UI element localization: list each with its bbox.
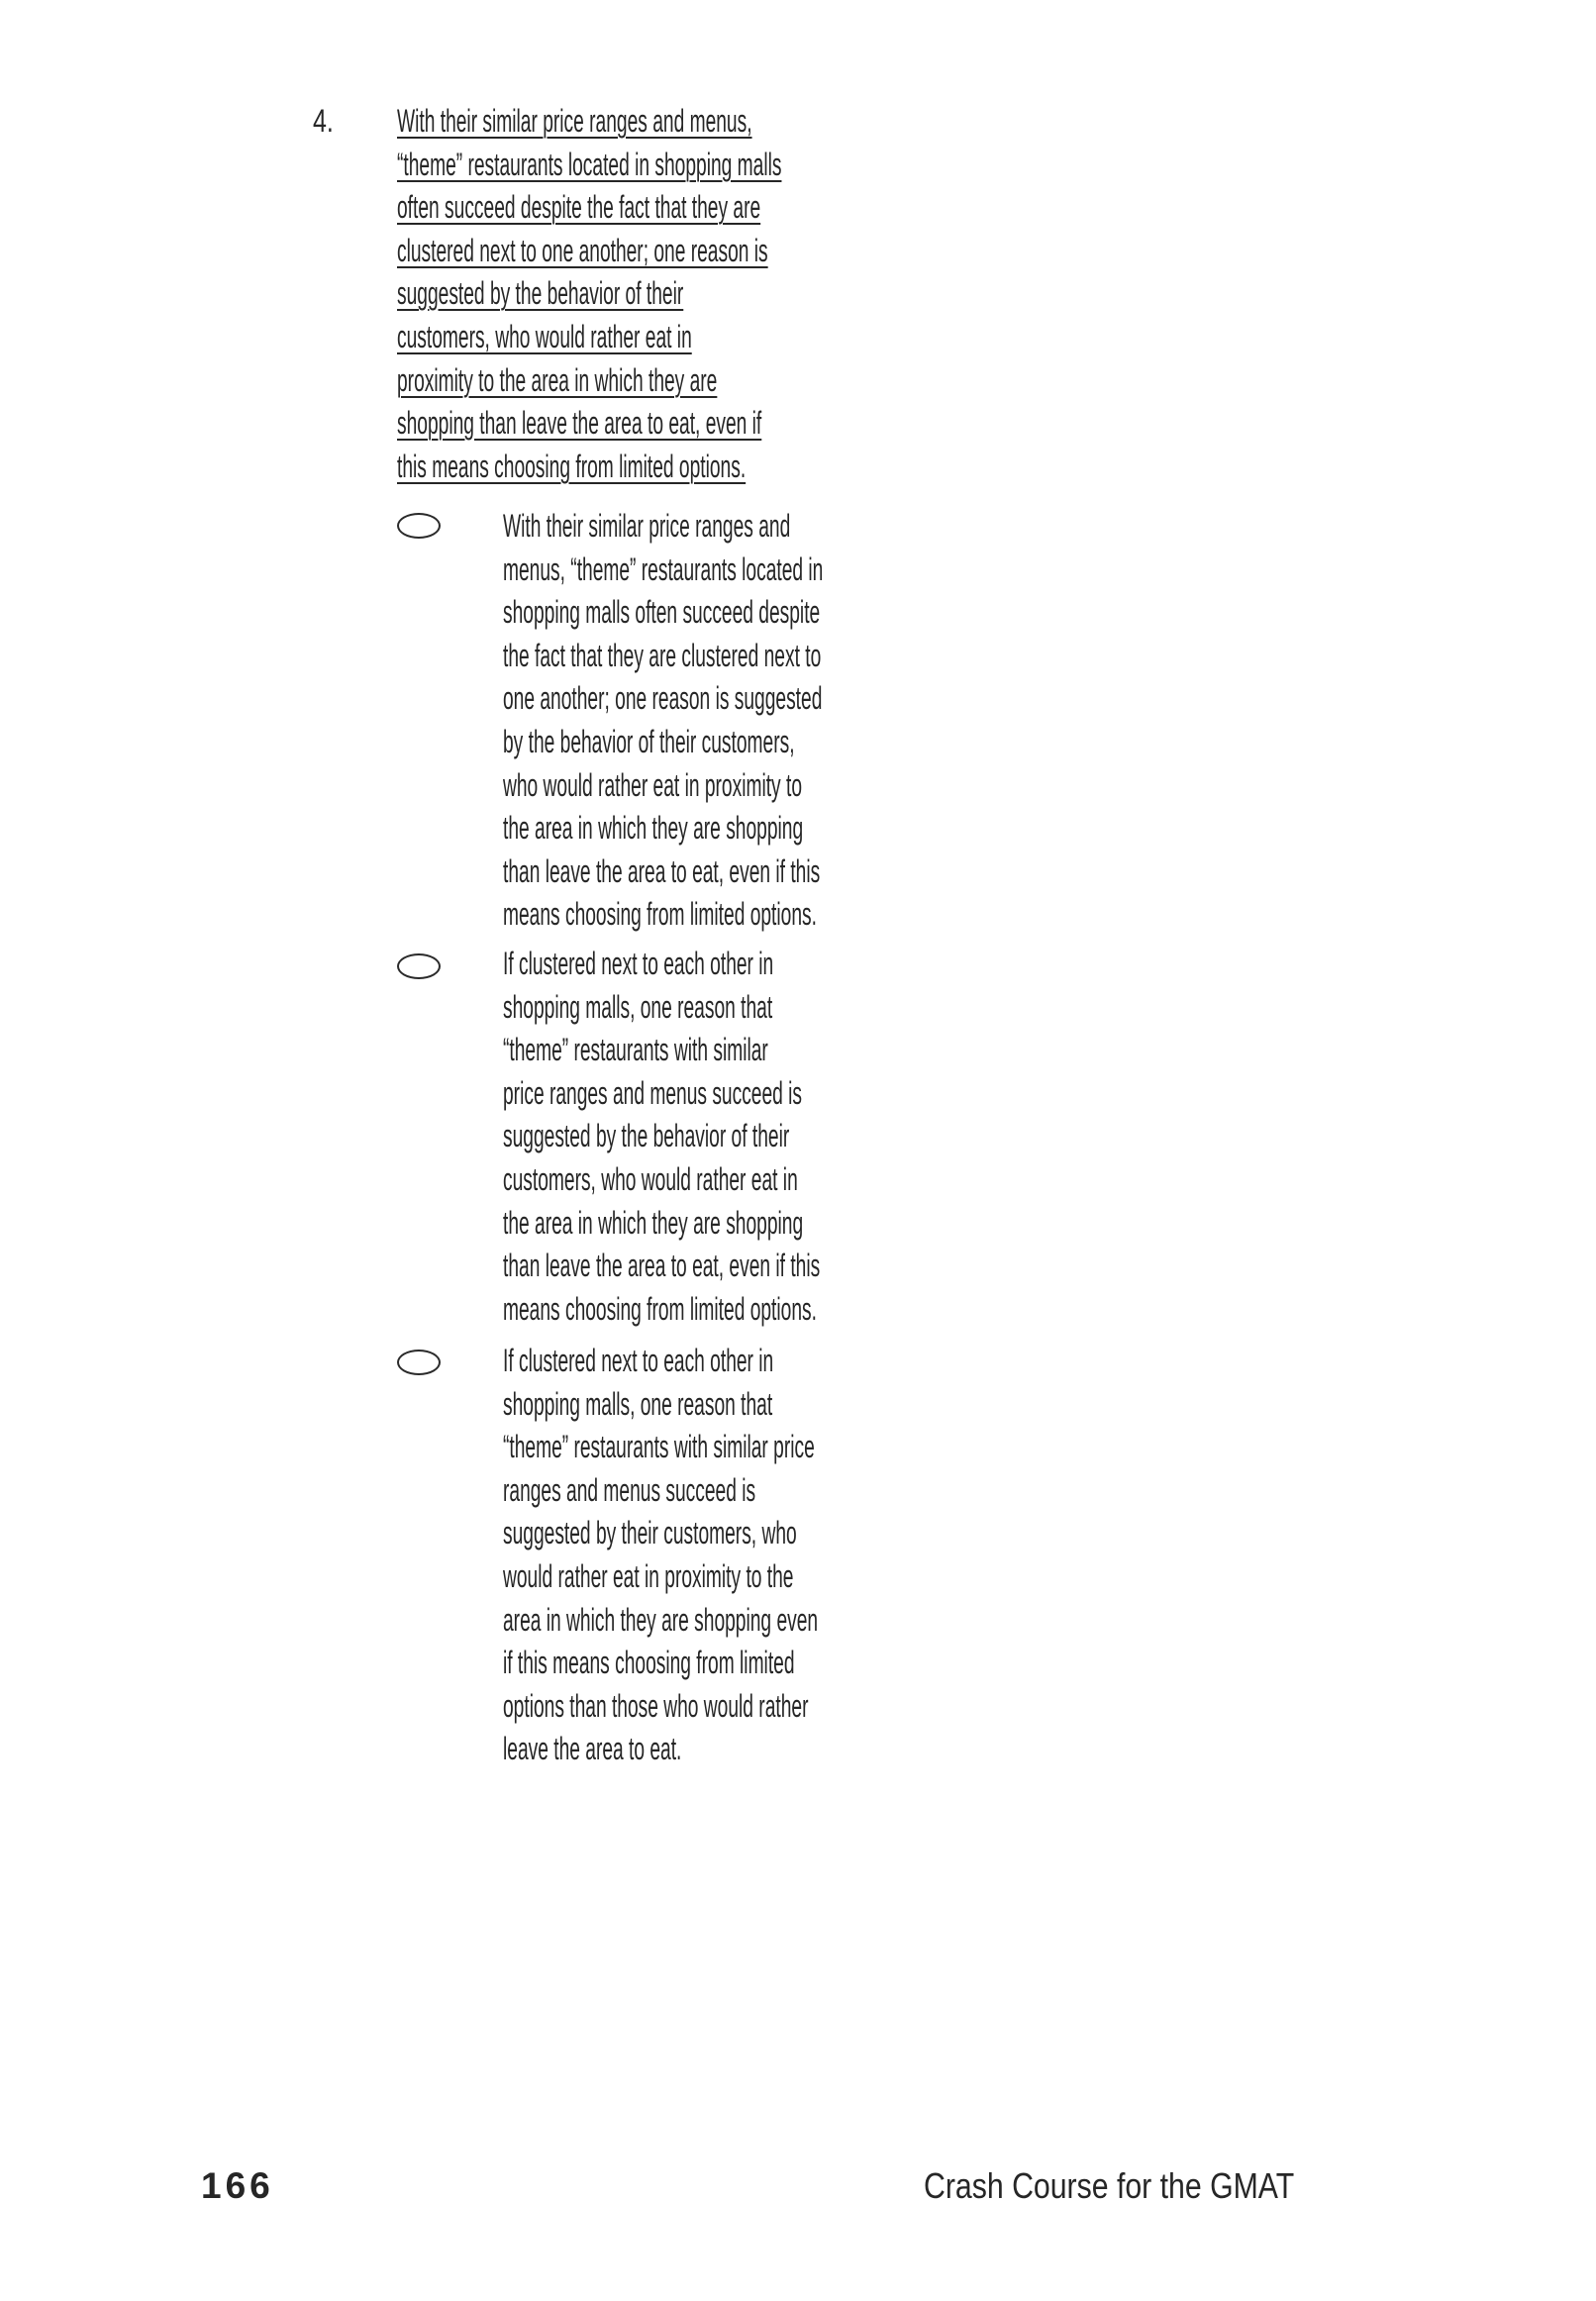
stem-line: often succeed despite the fact that they are — [397, 189, 761, 226]
answer-option-a-text: With their similar price ranges and menus, “theme” restaurants located in shopping malls often succeed despite the fact that they are clustered next to one another; one reason is suggested by the behavior of their customers, who would rather eat in proximity to the area in which they are shopping than leave the area to eat, even if this means choosing from limited options. — [503, 508, 824, 933]
answer-option-c-text: If clustered next to each other in shopping malls, one reason that “theme” restaurants with similar price ranges and menus succeed is suggested by their customers, who would rather eat in proximity to the area in which they are shopping even if this means choosing from limited options than those who would rather leave the area to eat. — [503, 1343, 819, 1767]
stem-line: “theme” restaurants located in shopping malls — [397, 146, 782, 182]
stem-line: clustered next to one another; one reason is — [397, 232, 768, 268]
page-number: 166 — [201, 2165, 274, 2206]
answer-option-b-text: If clustered next to each other in shopping malls, one reason that “theme” restaurants with similar price ranges and menus succeed is suggested by the behavior of their customers, who would rather eat in the area in which they are shopping than leave the area to eat, even if this means choosing from limited options. — [503, 946, 821, 1327]
question-stem — [397, 100, 1038, 488]
stem-line: customers, who would rather eat in — [397, 318, 692, 354]
stem-line: this means choosing from limited options. — [397, 448, 747, 484]
stem-line: proximity to the area in which they are — [397, 361, 718, 398]
stem-line: suggested by the behavior of their — [397, 275, 684, 312]
stem-line: shopping than leave the area to eat, even if — [397, 405, 762, 442]
running-footer-title: Crash Course for the GMAT — [924, 2165, 1295, 2206]
stem-line: With their similar price ranges and menus, — [397, 103, 752, 139]
question-number: 4. — [313, 103, 334, 139]
answer-option-c-radio[interactable] — [397, 1350, 441, 1375]
answer-option-a-radio[interactable] — [397, 513, 441, 539]
answer-option-b-radio[interactable] — [397, 953, 441, 979]
